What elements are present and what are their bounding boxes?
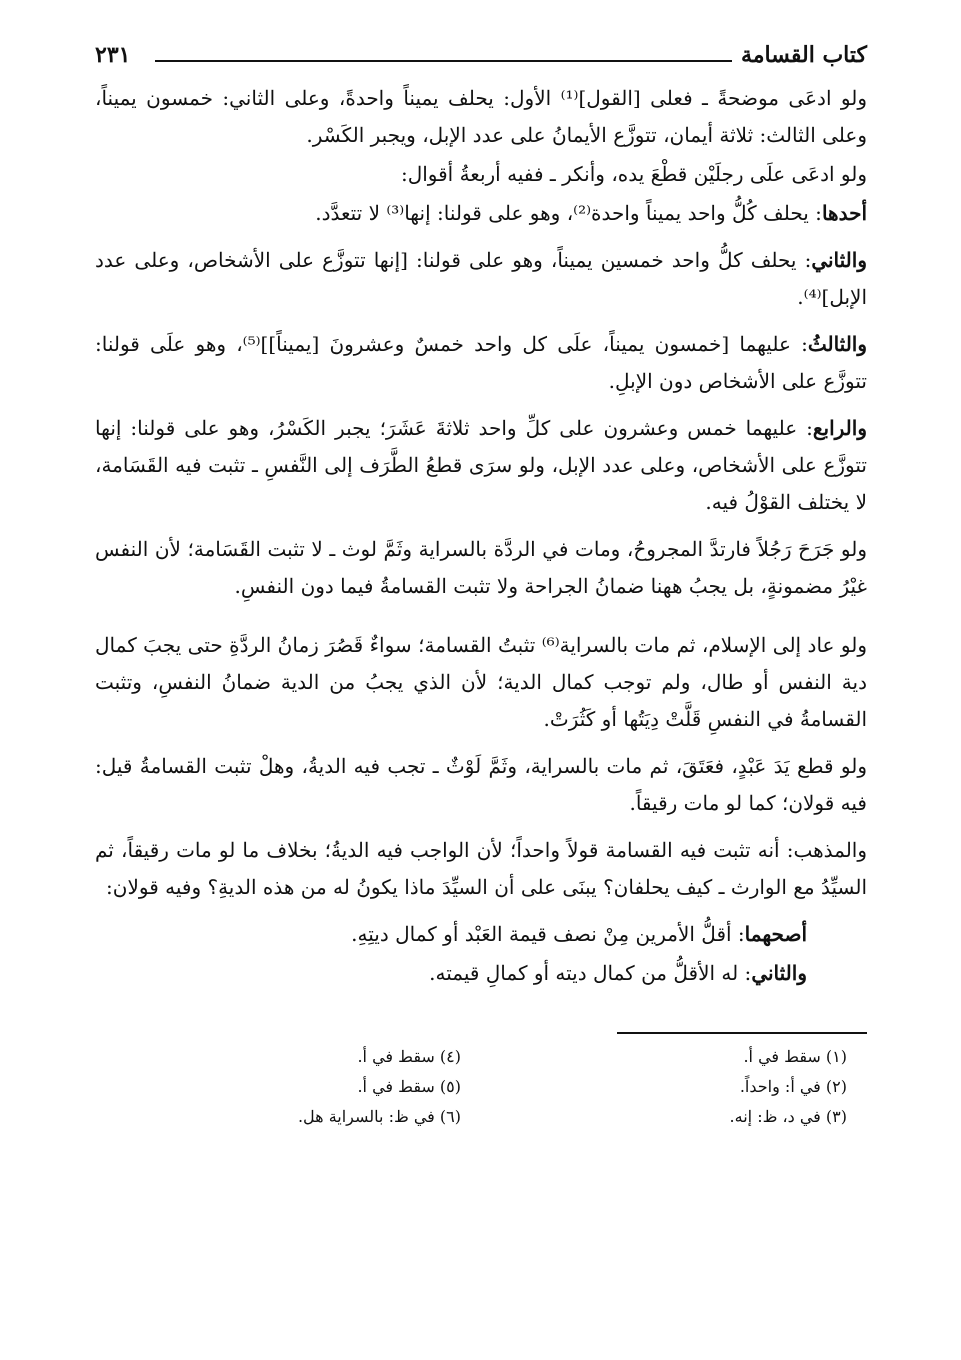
footnote-column-right [481, 1042, 867, 1132]
main-text [95, 80, 867, 992]
footnote-column-left [95, 1042, 481, 1132]
paragraph: والمذهب: أنه تثبت فيه القسامة قولاً واحداً؛ لأن الواجب فيه الديةُ؛ بخلاف ما لو مات رقيقاً، ثم السيِّدُ مع الوارث ـ كيف يحلفان؟ يبنَى على أن السيِّدَ ماذا يكونُ له من هذه الديةِ؟ وفيه قولان: [95, 838, 867, 899]
footnote-separator [617, 1032, 867, 1034]
book-page [95, 40, 867, 1340]
footnote: (٢) في أ: واحداً. [739, 1077, 847, 1096]
paragraph: والرابع: عليهما خمس وعشرون على كلِّ واحد ثلاثةَ عَشَرَ؛ يجبر الكَسْرُ، وهو على قولنا: إنها تتوزَّع على الأشخاص، وعلى عدد الإبل، ولو سرَى قطعُ الطَّرَف إلى النَّفسِ ـ تثبت فيه القَسَامة، لا يختلف القوْلُ فيه. [95, 416, 867, 514]
paragraph: والثاني: له الأقلُّ من كمال ديته أو كمالِ قيمته. [429, 961, 807, 985]
paragraph-lead: والثاني [751, 961, 807, 985]
paragraph: أحدها: يحلف كُلُّ واحد يميناً واحدة⁽²⁾، وهو على قولنا: إنها⁽³⁾ لا تتعدَّد. [315, 201, 867, 225]
paragraph: والثالثُ: عليهما [خمسون يميناً، علَى كل واحد خمسٌ وعشرونَ [يميناً]]⁽⁵⁾، وهو علَى قولنا: تتوزَّع على الأشخاص دون الإبلِ. [95, 332, 868, 393]
paragraph-lead: أصحهما [744, 922, 807, 946]
page-number: ٢٣١ [95, 42, 131, 68]
page-header [95, 40, 867, 80]
paragraph: والثاني: يحلف كلُّ واحد خمسين يميناً، وهو على قولنا: [إنها تتوزَّع على الأشخاص، وعلى عدد الإبل]⁽⁴⁾. [95, 248, 867, 309]
footnotes [95, 1042, 867, 1132]
footnote: (٦) في ظ: بالسراية هل. [297, 1107, 461, 1126]
paragraph: ولو قطع يَدَ عَبْدٍ، فعَتَقَ، ثم مات بالسراية، وثَمَّ لَوْثٌ ـ تجب فيه الديةُ، وهلْ تثبت القسامةُ قيل: فيه قولان؛ كما لو مات رقيقاً. [95, 754, 867, 815]
paragraph-lead: والرابع [812, 416, 867, 440]
paragraph: ولو ادعَى علَى رجلَيْن قطْعَ يده، وأنكر ـ ففيه أربعةُ أقوال: [400, 162, 867, 186]
paragraph-lead: والثاني [811, 248, 867, 272]
paragraph: ولو ادعَى موضحةً ـ فعلى [القول]⁽¹⁾ الأول: يحلف يميناً واحدةً، وعلى الثاني: خمسون يميناً، وعلى الثالث: ثلاثة أيمان، تتوزَّع الأيمانُ على عدد الإبل، ويجبر الكَسْر. [95, 86, 868, 147]
paragraph: ولو عاد إلى الإسلام، ثم مات بالسراية⁽⁶⁾ تثبتُ القسامة؛ سواءٌ قَصُرَ زمانُ الردَّةِ حتى يجبَ كمال دية النفس أو طال، ولم توجب كمال الدية؛ لأن الذي يجبُ من الدية ضمانُ النفسِ، وتثبت القسامةُ في النفسِ قَلَّتْ دِيَتُها أو كَثُرَتْ. [95, 633, 867, 731]
paragraph-lead: أحدها [821, 201, 867, 225]
footnote: (١) سقط في أ. [743, 1047, 847, 1066]
paragraph-lead: والثالثُ [807, 332, 868, 356]
paragraph: أصحهما: أقلُّ الأمرين مِنْ نصف قيمة العَبْد أو كمال ديتِهِ. [351, 922, 807, 946]
footnote: (٥) سقط في أ. [357, 1077, 461, 1096]
header-rule [155, 60, 732, 62]
indented-block [95, 916, 867, 992]
paragraph: ولو جَرَحَ رَجُلاً فارتدَّ المجروحُ، ومات في الردَّة بالسراية وثَمَّ لوث ـ لا تثبت القَسَامة؛ لأن النفس غيْرُ مضمونةٍ، بل يجبُ ههنا ضمانُ الجراحة ولا تثبت القسامةُ فيما دون النفسِ. [95, 537, 867, 598]
footnote: (٤) سقط في أ. [357, 1047, 461, 1066]
running-title: كتاب القسامة [740, 42, 867, 68]
footnote: (٣) في د، ظ: إنه. [729, 1107, 847, 1126]
